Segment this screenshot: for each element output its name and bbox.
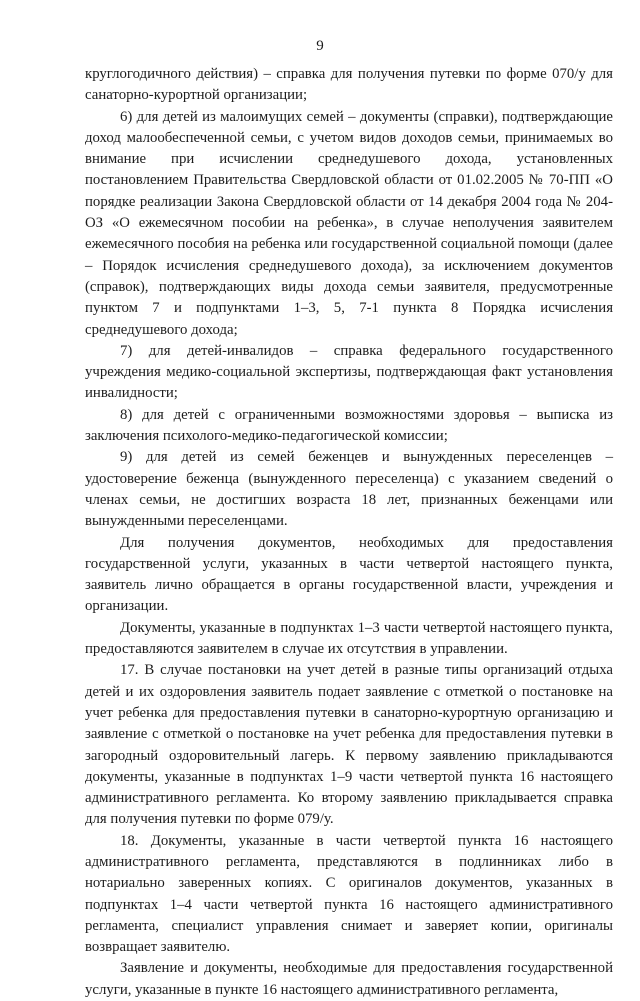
paragraph-clause-17: 17. В случае постановки на учет детей в разные типы организаций отдыха детей и их оздоровления заявитель подает заявление с отметкой о постановке на учет ребенка для предоставления путевки в санаторно-курортную организацию и заявление с отметкой о постановке на учет ребенка для предоставления путевки в загородный оздоровительный лагерь. К первому заявлению прикладываются документы, указанные в подпунктах 1–9 части четвертой пункта 16 настоящего административного регламента. Ко второму заявлению прикладывается справка для получения путевки по форме 079/у.: [85, 662, 613, 828]
paragraph-documents-request: Для получения документов, необходимых для предоставления государственной услуги, указанных в части четвертой настоящего пункта, заявитель лично обращается в органы государственной власти, учреждения и организации.: [85, 534, 613, 615]
paragraph-clause-18: 18. Документы, указанные в части четвертой пункта 16 настоящего административного регламента, представляются в подлинниках либо в нотариально заверенных копиях. С оригиналов документов, указанных в подпунктах 1–4 части четвертой пункта 16 настоящего административного регламента, специалист управления снимает и заверяет копии, оригиналы возвращает заявителю.: [85, 832, 613, 956]
paragraph-documents-provided: Документы, указанные в подпунктах 1–3 части четвертой настоящего пункта, предоставляются заявителем в случае их отсутствия в управлении.: [85, 619, 613, 658]
paragraph-item-6: 6) для детей из малоимущих семей – документы (справки), подтверждающие доход малообеспеченной семьи, с учетом видов доходов семьи, принимаемых во внимание при исчислении среднедушевого дохода, установленных постановлением Правительства Свердловской области от 01.02.2005 № 70-ПП «О порядке реализации Закона Свердловской области от 14 декабря 2004 года № 204-ОЗ «О ежемесячном пособии на ребенка», в случае неполучения заявителем ежемесячного пособия на ребенка или государственной социальной помощи (далее – Порядок исчисления среднедушевого дохода), за исключением документов (справок), подтверждающих виды дохода семьи заявителя, предусмотренные пунктом 7 и подпунктами 1–3, 5, 7-1 пункта 8 Порядка исчисления среднедушевого дохода;: [85, 108, 613, 338]
paragraph-item-9: 9) для детей из семей беженцев и вынужденных переселенцев – удостоверение беженца (вынужденного переселенца) с указанием сведений о членах семьи, не достигших возраста 18 лет, признанных беженцами или вынужденными переселенцами.: [85, 449, 613, 530]
paragraph-item-7: 7) для детей-инвалидов – справка федерального государственного учреждения медико-социальной экспертизы, подтверждающая факт установления инвалидности;: [85, 342, 613, 402]
page-number: 9: [316, 38, 324, 54]
document-body: [85, 64, 613, 1001]
paragraph-application-documents: Заявление и документы, необходимые для предоставления государственной услуги, указанные в пункте 16 настоящего административного регламента,: [85, 960, 613, 998]
paragraph-item-8: 8) для детей с ограниченными возможностями здоровья – выписка из заключения психолого-медико-педагогической комиссии;: [85, 406, 613, 445]
paragraph-continuation: круглогодичного действия) – справка для получения путевки по форме 070/у для санаторно-курортной организации;: [85, 66, 613, 104]
